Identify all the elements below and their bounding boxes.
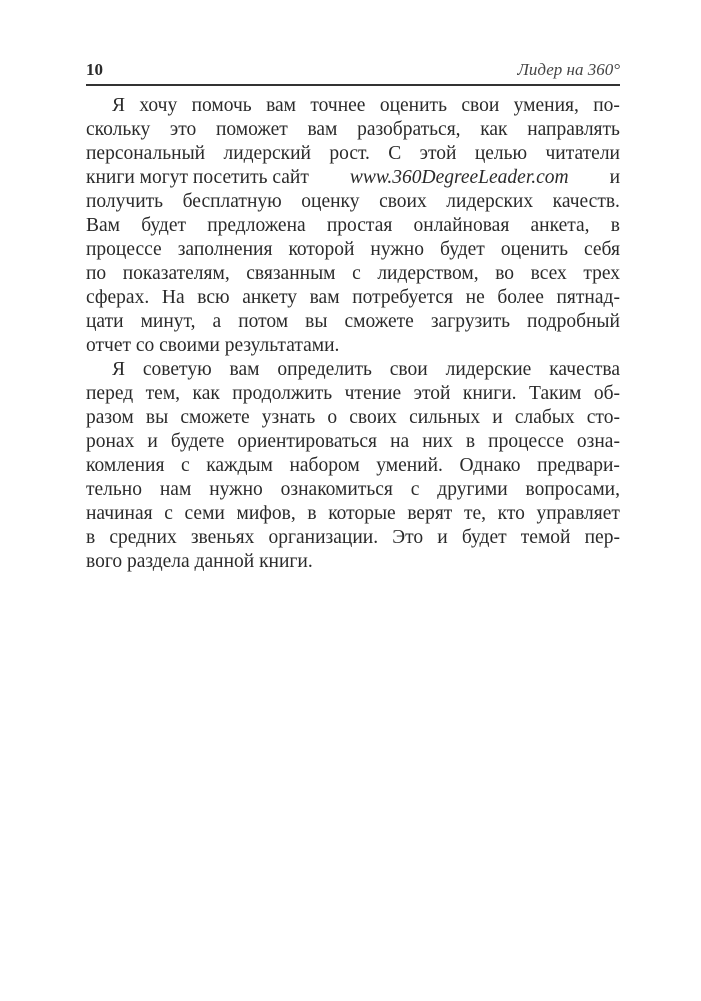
word: кто — [497, 503, 525, 524]
word: ориентироваться — [237, 431, 378, 452]
word: более — [497, 287, 544, 308]
word: вам — [229, 359, 260, 380]
word: подробный — [527, 311, 620, 332]
word: точнее — [310, 95, 366, 116]
word: это — [169, 119, 197, 140]
text-line — [86, 214, 620, 238]
text-line — [86, 478, 620, 502]
word: сферах. — [86, 287, 150, 308]
word: процессе — [86, 239, 162, 260]
word: вы — [145, 407, 169, 428]
word: организации. — [268, 527, 379, 548]
word: в — [86, 527, 96, 548]
word: будет — [461, 527, 507, 548]
text-line — [86, 94, 620, 118]
word: минут, — [140, 311, 196, 332]
word: будете — [170, 431, 225, 452]
paragraph-2 — [86, 358, 620, 574]
word: и — [492, 407, 503, 428]
word: управляет — [536, 503, 620, 524]
word: этой — [419, 143, 457, 164]
word: персональный — [86, 143, 206, 164]
word: свои — [461, 95, 500, 116]
word: анкета, — [530, 215, 590, 236]
word: узнать — [261, 407, 316, 428]
word: советую — [142, 359, 212, 380]
word: книги. — [462, 383, 517, 404]
text-line — [86, 310, 620, 334]
word: потребуется — [352, 287, 454, 308]
word: тельно — [86, 479, 142, 500]
word: лидерские — [445, 359, 532, 380]
word: те, — [463, 503, 487, 524]
word: которые — [328, 503, 396, 524]
word: сильных — [409, 407, 481, 428]
text-line — [86, 262, 620, 286]
text-line — [86, 190, 620, 214]
word: как — [192, 383, 220, 404]
word: ронах — [86, 431, 135, 452]
word: качеств. — [552, 191, 620, 212]
word: Вам — [86, 215, 121, 236]
word: Таким — [529, 383, 582, 404]
word: показателям, — [122, 263, 230, 284]
word: оценить — [500, 239, 568, 260]
text-line — [86, 406, 620, 430]
text-line — [86, 358, 620, 382]
word: простая — [326, 215, 393, 236]
text-line: отчет со своими результатами. — [86, 335, 340, 356]
word: нужно — [209, 479, 263, 500]
word: С — [388, 143, 402, 164]
word: слабых — [514, 407, 575, 428]
word: сможете — [180, 407, 250, 428]
word: скольку — [86, 119, 151, 140]
word: пятнад- — [556, 287, 620, 308]
page-header — [86, 58, 620, 86]
word: средних — [109, 527, 177, 548]
word: потом — [238, 311, 289, 332]
word: поможет — [215, 119, 288, 140]
word: ознакомиться — [280, 479, 393, 500]
word: другими — [437, 479, 508, 500]
word: свои — [389, 359, 428, 380]
word: рост. — [329, 143, 370, 164]
word: нужно — [370, 239, 424, 260]
word: в — [307, 503, 317, 524]
word: как — [480, 119, 508, 140]
word: своих — [379, 191, 427, 212]
word: Однако — [459, 455, 521, 476]
text-line: вого раздела данной книги. — [86, 551, 313, 572]
text-line — [86, 382, 620, 406]
word: и — [147, 431, 158, 452]
word: вам — [307, 119, 338, 140]
word: а — [212, 311, 222, 332]
word: звеньях — [190, 527, 255, 548]
page-number: 10 — [86, 60, 103, 79]
word: хочу — [139, 95, 178, 116]
text-line-with-url — [86, 166, 620, 190]
word: анкету — [242, 287, 297, 308]
word: в — [610, 215, 620, 236]
word: умений. — [376, 455, 443, 476]
word: будет — [141, 215, 187, 236]
word: предвари- — [537, 455, 620, 476]
word: в — [465, 431, 476, 452]
text-line — [86, 238, 620, 262]
word: начиная — [86, 503, 153, 524]
word: лидерством, — [377, 263, 479, 284]
word: перед — [86, 383, 134, 404]
word: с — [164, 503, 173, 524]
word: Это — [392, 527, 424, 548]
word: помочь — [191, 95, 252, 116]
word: набором — [289, 455, 360, 476]
word: мифов, — [236, 503, 296, 524]
word: предложена — [207, 215, 306, 236]
word: тем, — [145, 383, 181, 404]
paragraph-1 — [86, 94, 620, 358]
running-title: Лидер на 360° — [517, 60, 620, 79]
word: с — [352, 263, 361, 284]
word: них — [422, 431, 453, 452]
page-body — [86, 94, 620, 574]
text-line — [86, 454, 620, 478]
word: процессе — [488, 431, 564, 452]
word: определить — [277, 359, 372, 380]
word: разобраться, — [357, 119, 461, 140]
word: с — [410, 479, 420, 500]
word: по — [86, 263, 107, 284]
word: во — [495, 263, 515, 284]
word: вам — [309, 287, 340, 308]
word: семи — [184, 503, 225, 524]
word: читатели — [545, 143, 620, 164]
word: Я — [112, 359, 126, 380]
word: которой — [288, 239, 355, 260]
website-link[interactable]: www.360DegreeLeader.com — [349, 167, 569, 188]
text-line — [86, 430, 620, 454]
word: по- — [593, 95, 620, 116]
word: всех — [530, 263, 567, 284]
word: умения, — [513, 95, 579, 116]
text-segment: книги могут посетить сайт — [86, 167, 309, 188]
word: загрузить — [430, 311, 510, 332]
word: вы — [305, 311, 328, 332]
word: лидерских — [446, 191, 534, 212]
text-line — [86, 502, 620, 526]
word: лидерский — [223, 143, 311, 164]
word: чтение — [344, 383, 402, 404]
word: озна- — [576, 431, 620, 452]
word: темой — [520, 527, 571, 548]
word: связанным — [246, 263, 336, 284]
word: заполнения — [177, 239, 273, 260]
word: цати — [86, 311, 124, 332]
word: оценку — [301, 191, 360, 212]
word: каждым — [206, 455, 273, 476]
word: целью — [474, 143, 528, 164]
text-segment: и — [609, 167, 620, 188]
word: будет — [440, 239, 485, 260]
word: направлять — [527, 119, 620, 140]
word: разом — [86, 407, 134, 428]
word: не — [465, 287, 485, 308]
text-line — [86, 286, 620, 310]
word: трех — [583, 263, 620, 284]
word: о — [327, 407, 338, 428]
word: с — [181, 455, 190, 476]
word: получить — [86, 191, 164, 212]
word: На — [161, 287, 185, 308]
word: продолжить — [232, 383, 333, 404]
word: себя — [584, 239, 620, 260]
word: этой — [413, 383, 451, 404]
word: онлайновая — [413, 215, 510, 236]
word: качества — [549, 359, 620, 380]
word: вопросами, — [525, 479, 620, 500]
word: Я — [112, 95, 126, 116]
word: сможете — [344, 311, 414, 332]
text-line — [86, 526, 620, 550]
word: оценить — [379, 95, 447, 116]
word: бесплатную — [182, 191, 282, 212]
word: пер- — [584, 527, 620, 548]
word: и — [437, 527, 448, 548]
word: вам — [266, 95, 297, 116]
word: на — [390, 431, 410, 452]
text-line — [86, 118, 620, 142]
word: всю — [197, 287, 230, 308]
word: своих — [349, 407, 397, 428]
word: нам — [159, 479, 192, 500]
word: сто- — [586, 407, 620, 428]
word: верят — [407, 503, 453, 524]
word: об- — [593, 383, 620, 404]
text-line — [86, 142, 620, 166]
word: комления — [86, 455, 165, 476]
